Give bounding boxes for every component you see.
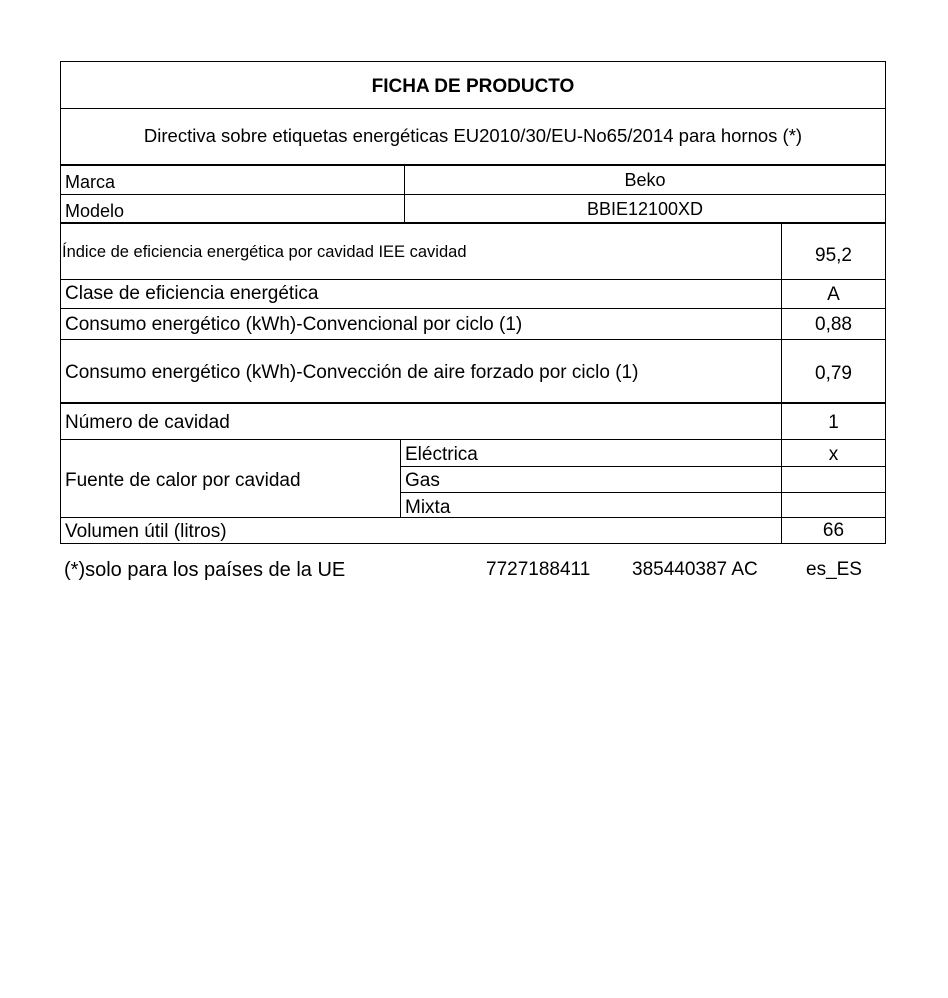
class-value: A <box>827 284 840 305</box>
heat-option-gas-label: Gas <box>405 470 440 491</box>
iee-label: Índice de eficiencia energética por cavidad IEE cavidad <box>62 243 467 261</box>
heat-option-mixed-label: Mixta <box>405 497 451 518</box>
forced-air-label: Consumo energético (kWh)-Convección de aire forzado por ciclo (1) <box>65 362 639 383</box>
class-label: Clase de eficiencia energética <box>65 283 319 304</box>
brand-label: Marca <box>65 172 116 192</box>
model-value: BBIE12100XD <box>586 199 704 219</box>
model-label: Modelo <box>65 201 125 221</box>
conventional-value: 0,88 <box>815 314 852 335</box>
iee-value: 95,2 <box>815 245 852 266</box>
volume-label: Volumen útil (litros) <box>65 521 227 542</box>
footer-code-1: 7727188411 <box>486 559 591 580</box>
volume-value: 66 <box>822 520 845 541</box>
conventional-label: Consumo energético (kWh)-Convencional por ciclo (1) <box>65 314 523 335</box>
footer-locale: es_ES <box>806 559 862 580</box>
product-sheet <box>60 61 886 544</box>
cavity-count-label: Número de cavidad <box>65 412 230 433</box>
heat-option-electric-value: x <box>828 444 839 465</box>
footer-code-2: 385440387 AC <box>632 559 758 580</box>
heat-source-label: Fuente de calor por cavidad <box>65 470 301 491</box>
brand-value: Beko <box>624 170 666 190</box>
sheet-title: FICHA DE PRODUCTO <box>371 76 575 97</box>
directive-text: Directiva sobre etiquetas energéticas EU2010/30/EU-No65/2014 para hornos (*) <box>143 125 803 146</box>
footer-note: (*)solo para los países de la UE <box>64 559 346 581</box>
heat-option-electric-label: Eléctrica <box>405 444 478 465</box>
forced-air-value: 0,79 <box>815 363 852 384</box>
cavity-count-value: 1 <box>828 412 839 433</box>
